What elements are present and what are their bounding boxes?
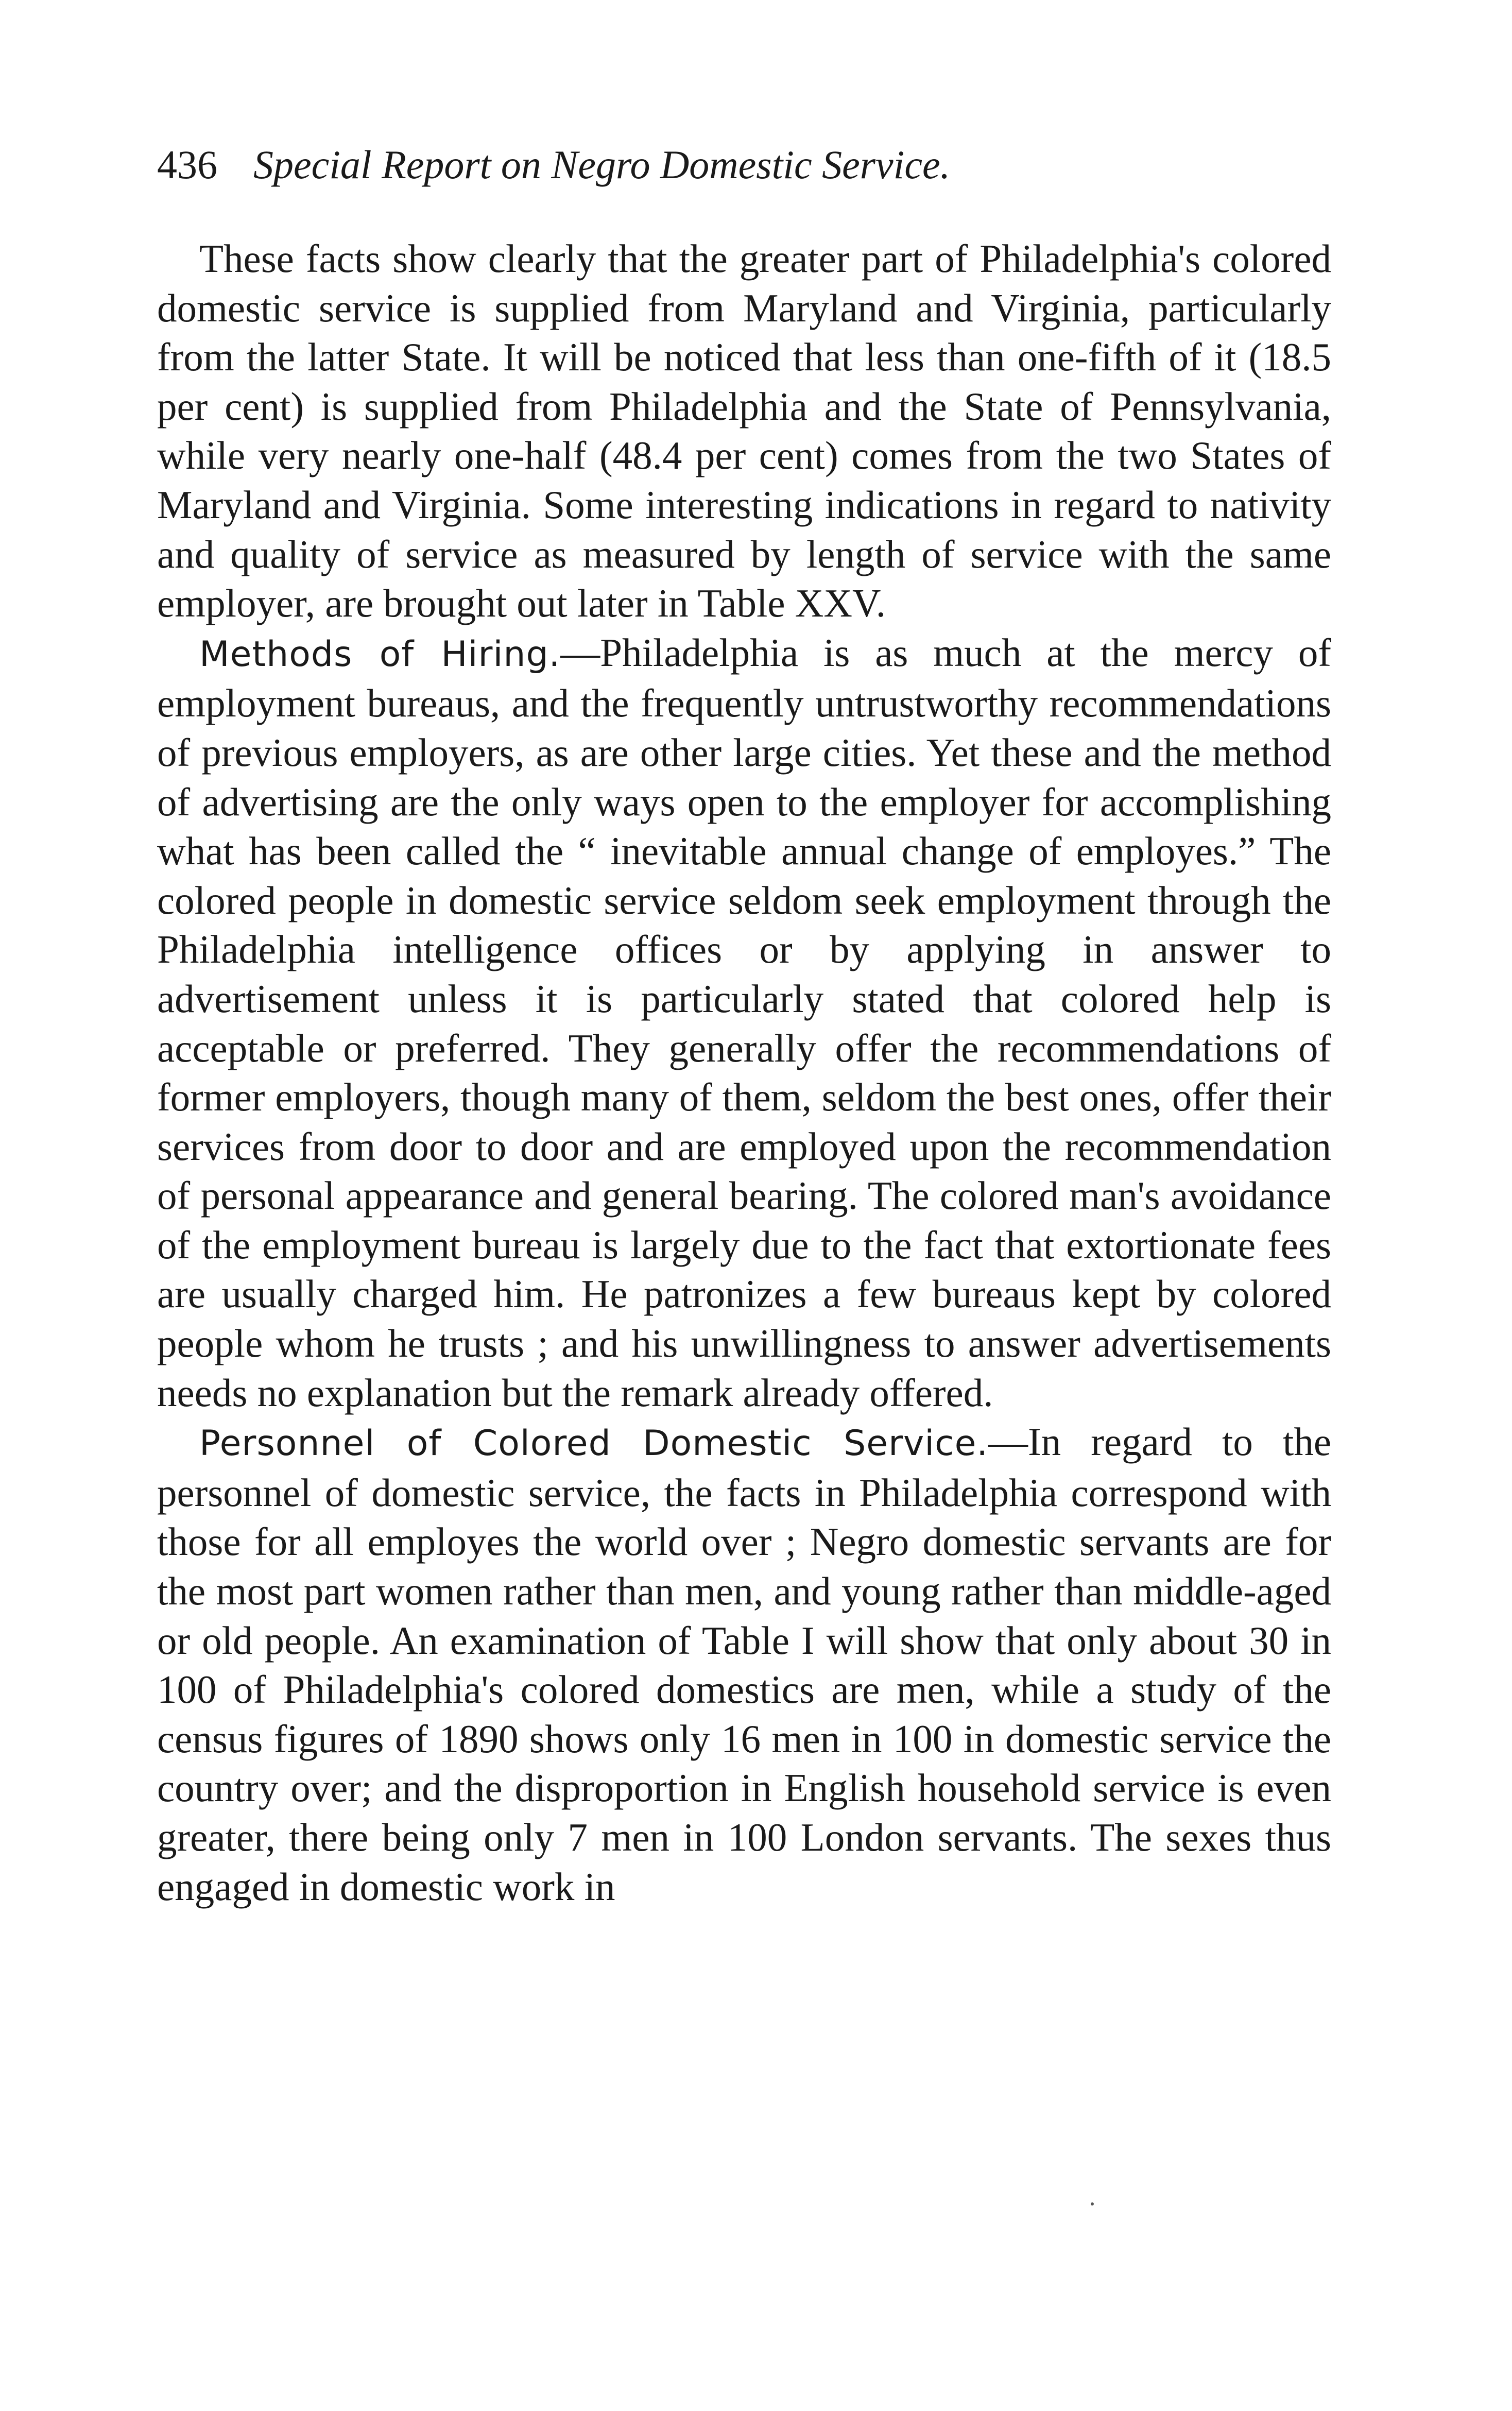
paragraph-text: —In regard to the personnel of domestic service, the facts in Philadelphia correspond with those for all employes the world over ; Negro domestic servants are for the most part women rather than men, and young rather than middle-aged or old people. An examination of Table I will show that only about 30 in 100 of Philadelphia's colored domestics are men, while a study of the census figures of 1890 shows only 16 men in 100 in domestic service the country over; and the disproportion in English household service is even greater, there being only 7 men in 100 London servants. The sexes thus engaged in domestic work in [157, 1420, 1331, 1909]
running-title: Special Report on Negro Domestic Service. [253, 142, 951, 187]
paragraph-text: These facts show clearly that the greater part of Philadelphia's colored domestic service is supplied from Maryland and Virginia, particularly from the latter State. It will be noticed that less than one-fifth of it (18.5 per cent) is supplied from Philadelphia and the State of Pennsylvania, while very nearly one-half (48.4 per cent) comes from the two States of Maryland and Virginia. Some interesting indications in regard to nativity and quality of service as measured by length of service with the same employer, are brought out later in Table XXV. [157, 236, 1331, 626]
page-number: 436 [157, 142, 217, 187]
paragraph-text: —Philadelphia is as much at the mercy of employment bureaus, and the frequently untrustworthy recommendations of previous employers, as are other large cities. Yet these and the method of advertising are the only ways open to the employer for accomplishing what has been called the “ inevitable annual change of employes.” The colored people in domestic service seldom seek employment through the Philadelphia intelligence offices or by applying in answer to advertisement unless it is particularly stated that colored help is acceptable or preferred. They generally offer the recommendations of former employers, though many of them, seldom the best ones, offer their services from door to door and are employed upon the recommendation of personal appearance and general bearing. The colored man's avoidance of the employment bureau is largely due to the fact that extortionate fees are usually charged him. He patronizes a few bureaus kept by colored people whom he trusts ; and his unwillingness to answer advertisements needs no explanation but the remark already offered. [157, 630, 1331, 1415]
body-text [157, 234, 1331, 1911]
section-heading-methods-of-hiring: Methods of Hiring. [199, 634, 561, 675]
section-heading-personnel: Personnel of Colored Domestic Service. [199, 1423, 989, 1464]
paragraph-personnel [157, 1417, 1331, 1911]
print-speck [1091, 2202, 1094, 2205]
paragraph-methods-of-hiring [157, 628, 1331, 1418]
running-head [157, 139, 1357, 191]
paragraph-nativity-facts [157, 234, 1331, 628]
